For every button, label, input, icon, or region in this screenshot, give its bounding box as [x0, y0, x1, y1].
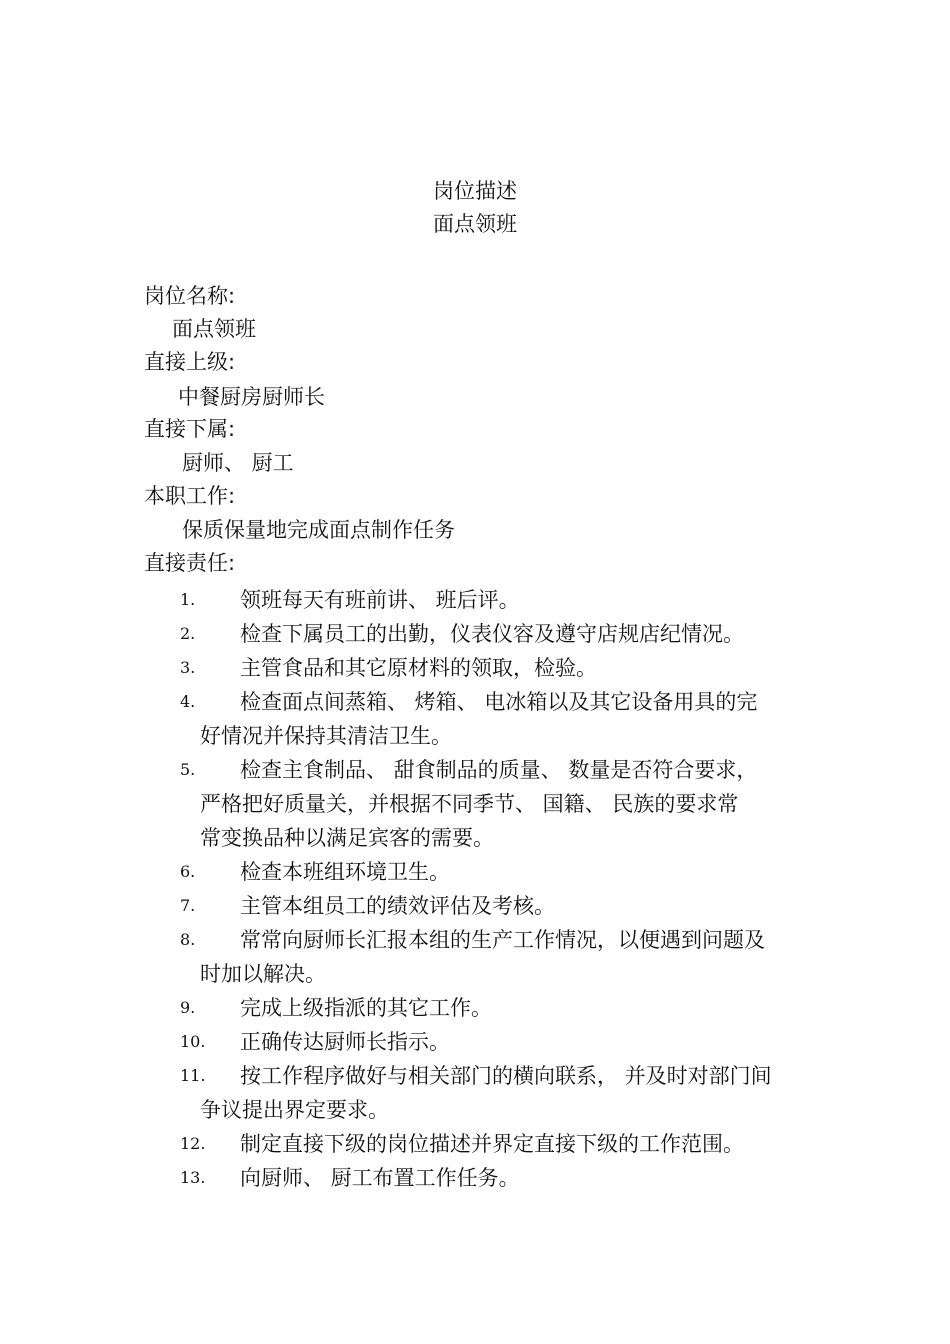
- responsibility-text-line: 主管食品和其它原材料的领取，检验。: [240, 656, 597, 680]
- direct-subordinates-label: 直接下属:: [144, 417, 236, 441]
- responsibility-item: [180, 991, 820, 1025]
- document-subtitle: 面点领班: [433, 212, 517, 236]
- responsibility-number: 10.: [180, 1032, 206, 1051]
- responsibility-item: [180, 685, 820, 753]
- responsibility-item: [180, 1161, 820, 1195]
- responsibility-number: 3.: [180, 658, 196, 677]
- responsibility-number: 1.: [180, 590, 196, 609]
- responsibilities-list: [180, 583, 820, 1195]
- responsibility-text-line: 按工作程序做好与相关部门的横向联系， 并及时对部门间: [240, 1064, 772, 1088]
- main-job-label: 本职工作:: [144, 484, 236, 508]
- responsibility-text-line: 好情况并保持其清洁卫生。: [200, 724, 452, 748]
- responsibility-text-line: 争议提出界定要求。: [200, 1098, 389, 1122]
- responsibility-item: [180, 583, 820, 617]
- document-title: 岗位描述: [433, 179, 517, 203]
- responsibility-number: 2.: [180, 624, 196, 643]
- responsibility-text-line: 完成上级指派的其它工作。: [240, 996, 492, 1020]
- responsibility-item: [180, 855, 820, 889]
- responsibility-text-line: 向厨师、 厨工布置工作任务。: [240, 1166, 520, 1190]
- direct-subordinates-value: 厨师、 厨工: [182, 451, 294, 475]
- responsibility-text-line: 严格把好质量关，并根据不同季节、 国籍、 民族的要求常: [200, 792, 739, 816]
- responsibility-text-line: 主管本组员工的绩效评估及考核。: [240, 894, 555, 918]
- responsibility-item: [180, 1127, 820, 1161]
- responsibility-text-line: 常常向厨师长汇报本组的生产工作情况，以便遇到问题及: [240, 928, 765, 952]
- responsibility-number: 7.: [180, 896, 196, 915]
- responsibility-number: 9.: [180, 998, 196, 1017]
- responsibility-text-line: 领班每天有班前讲、 班后评。: [240, 588, 520, 612]
- responsibility-text-line: 检查主食制品、 甜食制品的质量、 数量是否符合要求，: [240, 758, 758, 782]
- responsibility-number: 5.: [180, 760, 196, 779]
- responsibility-number: 8.: [180, 930, 196, 949]
- position-name-value: 面点领班: [172, 317, 256, 341]
- responsibility-number: 11.: [180, 1066, 206, 1085]
- responsibility-item: [180, 753, 820, 855]
- responsibility-item: [180, 1059, 820, 1127]
- responsibility-item: [180, 651, 820, 685]
- responsibility-item: [180, 923, 820, 991]
- position-name-label: 岗位名称:: [144, 284, 236, 308]
- direct-superior-label: 直接上级:: [144, 350, 236, 374]
- responsibility-text-line: 检查面点间蒸箱、 烤箱、 电冰箱以及其它设备用具的完: [240, 690, 758, 714]
- responsibility-number: 4.: [180, 692, 196, 711]
- responsibility-text-line: 常变换品种以满足宾客的需要。: [200, 826, 494, 850]
- responsibilities-label: 直接责任:: [144, 551, 236, 575]
- responsibility-number: 12.: [180, 1134, 206, 1153]
- main-job-value: 保质保量地完成面点制作任务: [182, 518, 455, 542]
- direct-superior-value: 中餐厨房厨师长: [178, 385, 325, 409]
- responsibility-item: [180, 1025, 820, 1059]
- responsibility-item: [180, 617, 820, 651]
- responsibility-number: 13.: [180, 1168, 206, 1187]
- responsibility-text-line: 正确传达厨师长指示。: [240, 1030, 450, 1054]
- responsibility-number: 6.: [180, 862, 196, 881]
- responsibility-text-line: 时加以解决。: [200, 962, 326, 986]
- responsibility-item: [180, 889, 820, 923]
- responsibility-text-line: 检查下属员工的出勤，仪表仪容及遵守店规店纪情况。: [240, 622, 744, 646]
- responsibility-text-line: 检查本班组环境卫生。: [240, 860, 450, 884]
- responsibility-text-line: 制定直接下级的岗位描述并界定直接下级的工作范围。: [240, 1132, 744, 1156]
